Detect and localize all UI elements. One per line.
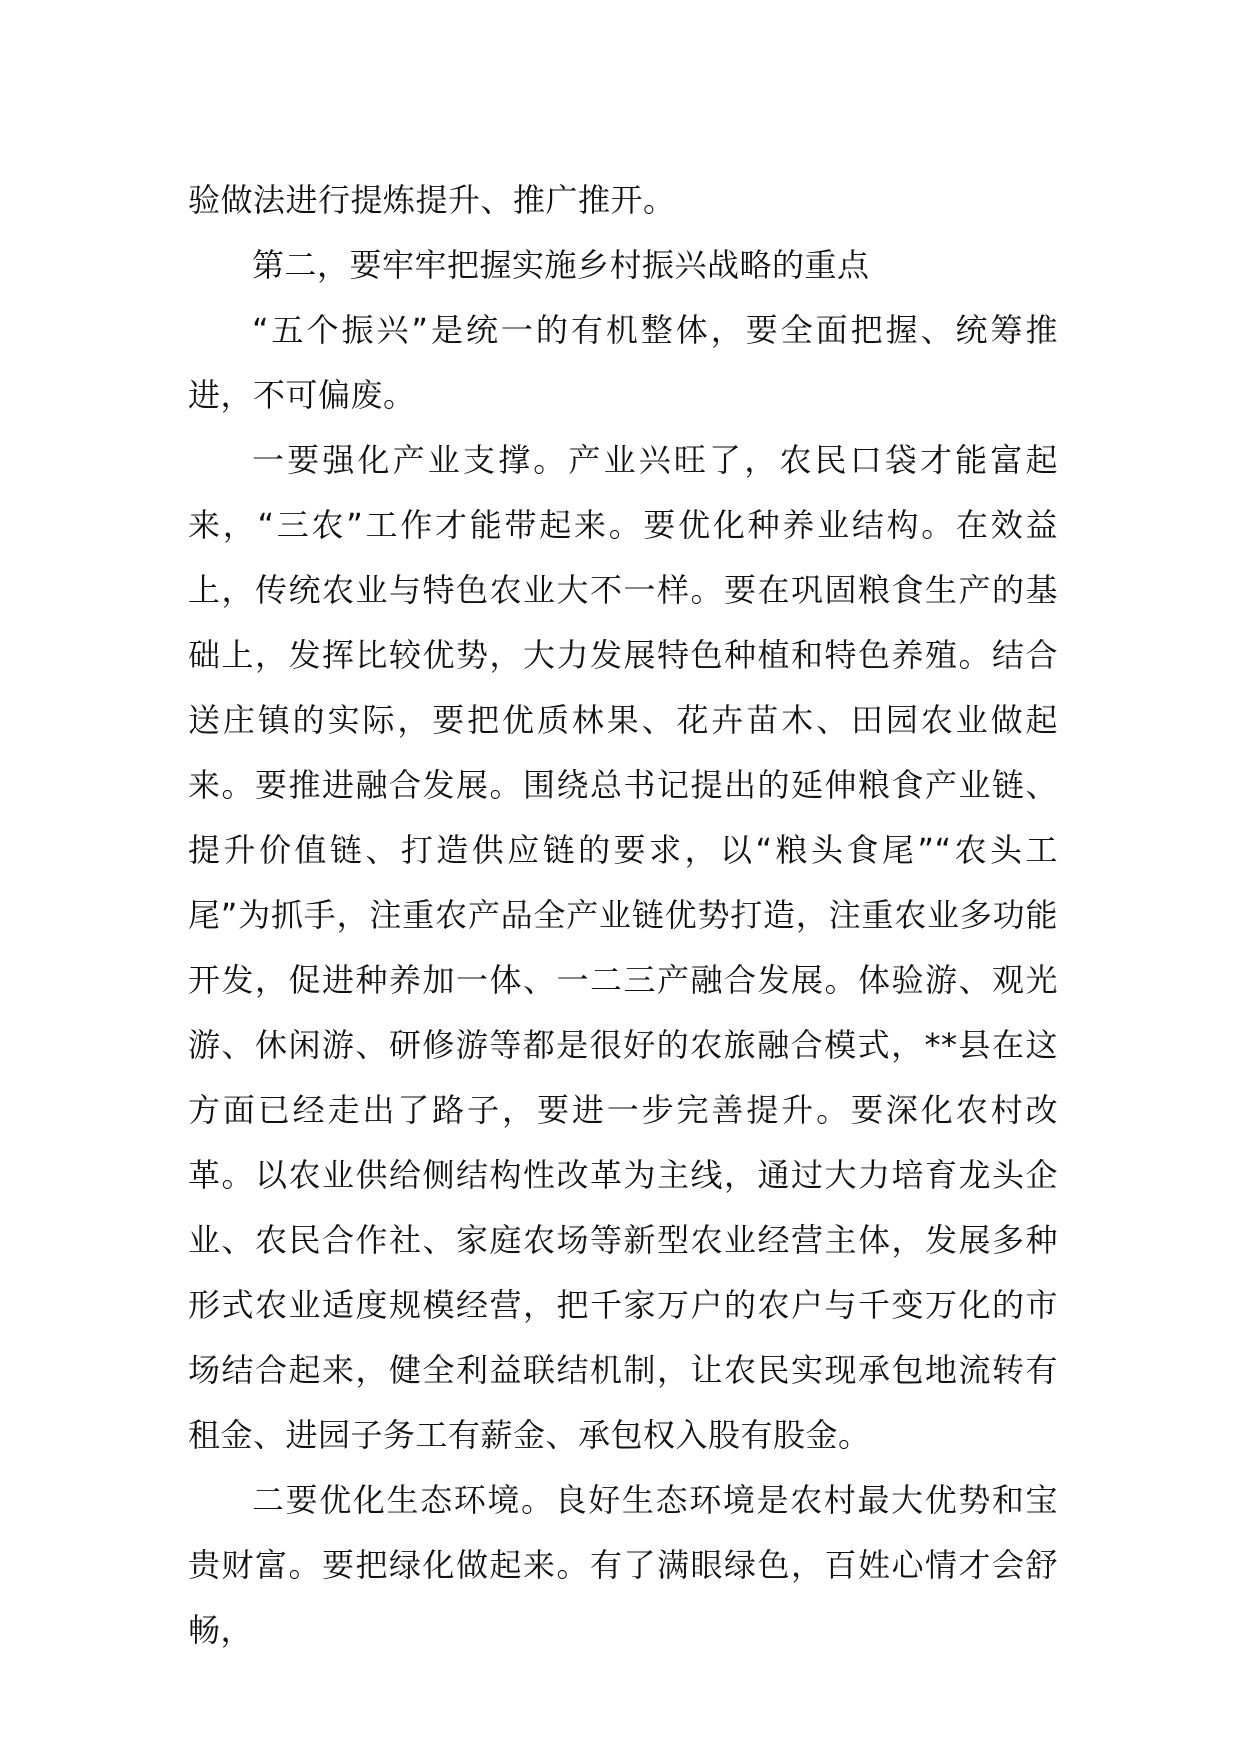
paragraph-five-revitalizations: “五个振兴”是统一的有机整体，要全面把握、统筹推进，不可偏废。 (188, 311, 1058, 414)
paragraph-continuation: 验做法进行提炼提升、推广推开。 (188, 181, 676, 219)
paragraph-ecological-environment: 二要优化生态环境。良好生态环境是农村最大优势和宝贵财富。要把绿化做起来。有了满眼绿色，百姓心情才会舒畅， (188, 1481, 1058, 1649)
paragraph-industry-support: 一要强化产业支撑。产业兴旺了，农民口袋才能富起来，“三农”工作才能带起来。要优化种养业结构。在效益上，传统农业与特色农业大不一样。要在巩固粮食生产的基础上，发挥比较优势，大力发展特色种植和特色养殖。结合送庄镇的实际，要把优质林果、花卉苗木、田园农业做起来。要推进融合发展。围绕总书记提出的延伸粮食产业链、提升价值链、打造供应链的要求，以“粮头食尾”“农头工尾”为抓手，注重农产品全产业链优势打造，注重农业多功能开发，促进种养加一体、一二三产融合发展。体验游、观光游、休闲游、研修游等都是很好的农旅融合模式，**县在这方面已经走出了路子，要进一步完善提升。要深化农村改革。以农业供给侧结构性改革为主线，通过大力培育龙头企业、农民合作社、家庭农场等新型农业经营主体，发展多种形式农业适度规模经营，把千家万户的农户与千变万化的市场结合起来，健全利益联结机制，让农民实现承包地流转有租金、进园子务工有薪金、承包权入股有股金。 (188, 441, 1058, 1454)
document-body (188, 168, 1058, 1663)
section-heading: 第二，要牢牢把握实施乡村振兴战略的重点 (252, 246, 870, 284)
